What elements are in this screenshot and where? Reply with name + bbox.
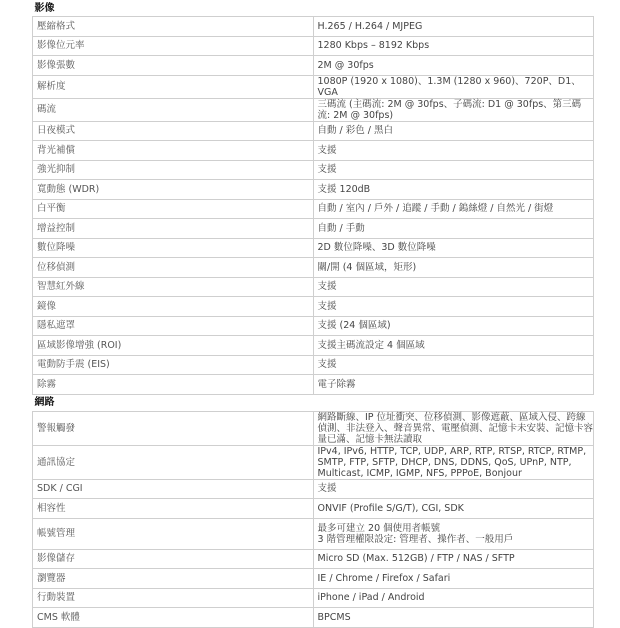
spec-table	[32, 0, 594, 628]
spec-value-cell	[313, 56, 594, 76]
spec-row	[33, 56, 594, 76]
spec-row	[33, 355, 594, 375]
spec-value: 支援主碼流設定 4 個區域	[317, 339, 425, 351]
spec-value-cell	[313, 316, 594, 336]
spec-value-cell	[313, 219, 594, 239]
spec-row	[33, 75, 594, 98]
spec-value: 關/開 (4 個區域，矩形)	[317, 261, 417, 273]
spec-row	[33, 219, 594, 239]
spec-label: 通訊協定	[33, 445, 314, 479]
spec-label: 強光抑制	[33, 160, 314, 180]
spec-value: 支援 (24 個區域)	[317, 320, 391, 332]
spec-value: 自動 / 室內 / 戶外 / 追蹤 / 手動 / 鎢絲燈 / 自然光 / 街燈	[317, 203, 554, 215]
spec-value-cell	[313, 499, 594, 519]
spec-value-cell	[313, 238, 594, 258]
section-title: 網路	[33, 394, 594, 411]
spec-row	[33, 549, 594, 569]
spec-label: 寬動態 (WDR)	[33, 180, 314, 200]
spec-label: 數位降噪	[33, 238, 314, 258]
spec-label: 白平衡	[33, 199, 314, 219]
spec-value: 支援 120dB	[317, 183, 371, 195]
spec-row	[33, 588, 594, 608]
spec-label: 鏡像	[33, 297, 314, 317]
spec-value: 支援	[317, 483, 337, 495]
spec-label: 影像儲存	[33, 549, 314, 569]
spec-value: iPhone / iPad / Android	[317, 592, 425, 604]
spec-label: 日夜模式	[33, 121, 314, 141]
spec-label: 帳號管理	[33, 518, 314, 549]
spec-value: 支援	[317, 164, 337, 176]
spec-value-cell	[313, 411, 594, 445]
spec-value: Micro SD (Max. 512GB) / FTP / NAS / SFTP	[317, 553, 515, 565]
spec-row	[33, 141, 594, 161]
spec-row	[33, 608, 594, 628]
spec-value: 1080P (1920 x 1080)、1.3M (1280 x 960)、720P、D1、VGA	[317, 75, 581, 98]
spec-value: 支援	[317, 300, 337, 312]
spec-value-cell	[313, 258, 594, 278]
spec-value: ONVIF (Profile S/G/T), CGI, SDK	[317, 502, 464, 514]
spec-value: 自動 / 彩色 / 黑白	[317, 125, 393, 137]
spec-label: 壓縮格式	[33, 17, 314, 37]
spec-value: 1280 Kbps – 8192 Kbps	[317, 40, 430, 52]
spec-row	[33, 277, 594, 297]
spec-row	[33, 316, 594, 336]
spec-label: 影像位元率	[33, 36, 314, 56]
spec-row	[33, 258, 594, 278]
spec-label: 瀏覽器	[33, 569, 314, 589]
spec-row	[33, 121, 594, 141]
spec-table-body	[33, 0, 594, 627]
spec-value: 2D 數位降噪、3D 數位降噪	[317, 242, 436, 254]
spec-label: 區域影像增強 (ROI)	[33, 336, 314, 356]
spec-value-cell	[313, 36, 594, 56]
spec-label: CMS 軟體	[33, 608, 314, 628]
spec-row	[33, 479, 594, 499]
spec-row	[33, 411, 594, 445]
spec-value-cell	[313, 277, 594, 297]
spec-row	[33, 36, 594, 56]
spec-row	[33, 445, 594, 479]
spec-value: 支援	[317, 359, 337, 371]
spec-row	[33, 336, 594, 356]
spec-label: 背光補償	[33, 141, 314, 161]
spec-label: 電動防手震 (EIS)	[33, 355, 314, 375]
spec-row	[33, 518, 594, 549]
spec-label: 增益控制	[33, 219, 314, 239]
spec-value: 電子除霧	[317, 378, 356, 390]
spec-value-cell	[313, 180, 594, 200]
spec-value: 支援	[317, 281, 337, 293]
spec-value-cell	[313, 569, 594, 589]
spec-value: IE / Chrome / Firefox / Safari	[317, 572, 451, 584]
spec-value: 網路斷線、IP 位址衝突、位移偵測、影像遮蔽、區域入侵、跨線偵測、非法登入、聲音異常、電壓偵測、記憶卡未安裝、記憶卡容量已滿、記憶卡無法讀取	[317, 411, 594, 445]
section-title: 影像	[33, 0, 594, 17]
spec-value: 2M @ 30fps	[317, 59, 374, 71]
spec-value-cell	[313, 336, 594, 356]
spec-label: 解析度	[33, 75, 314, 98]
spec-value-cell	[313, 297, 594, 317]
spec-row	[33, 238, 594, 258]
spec-label: SDK / CGI	[33, 479, 314, 499]
spec-row	[33, 180, 594, 200]
spec-label: 智慧紅外線	[33, 277, 314, 297]
spec-value-cell	[313, 588, 594, 608]
spec-row	[33, 375, 594, 395]
spec-value: IPv4, IPv6, HTTP, TCP, UDP, ARP, RTP, RTSP, RTCP, RTMP, SMTP, FTP, SFTP, DHCP, DNS, DDNS, QoS, UPnP, NTP, Multicast, ICMP, IGMP, NFS, PPPoE, Bonjour	[317, 445, 587, 479]
spec-label: 位移偵測	[33, 258, 314, 278]
spec-row	[33, 17, 594, 37]
spec-value: BPCMS	[317, 611, 351, 623]
spec-value-cell	[313, 479, 594, 499]
spec-row	[33, 499, 594, 519]
spec-value-cell	[313, 375, 594, 395]
spec-label: 行動裝置	[33, 588, 314, 608]
spec-row	[33, 98, 594, 121]
spec-label: 碼流	[33, 98, 314, 121]
spec-value-cell	[313, 75, 594, 98]
spec-value: 三碼流 (主碼流: 2M @ 30fps、子碼流: D1 @ 30fps、第三碼流: 2M @ 30fps)	[317, 98, 582, 121]
spec-value-cell	[313, 141, 594, 161]
spec-value-cell	[313, 355, 594, 375]
spec-value-cell	[313, 199, 594, 219]
spec-row	[33, 297, 594, 317]
spec-value-cell	[313, 608, 594, 628]
spec-value: H.265 / H.264 / MJPEG	[317, 20, 423, 32]
spec-value-cell	[313, 549, 594, 569]
spec-row	[33, 199, 594, 219]
spec-label: 影像張數	[33, 56, 314, 76]
section-header-row	[33, 0, 594, 17]
spec-label: 除霧	[33, 375, 314, 395]
spec-value-cell	[313, 98, 594, 121]
spec-label: 警報觸發	[33, 411, 314, 445]
spec-value-cell	[313, 518, 594, 549]
spec-value-cell	[313, 160, 594, 180]
spec-row	[33, 569, 594, 589]
section-header-row	[33, 394, 594, 411]
spec-row	[33, 160, 594, 180]
spec-value-cell	[313, 17, 594, 37]
spec-value: 自動 / 手動	[317, 222, 365, 234]
spec-value-cell	[313, 121, 594, 141]
spec-value: 支援	[317, 144, 337, 156]
spec-label: 相容性	[33, 499, 314, 519]
spec-label: 隱私遮罩	[33, 316, 314, 336]
spec-value: 最多可建立 20 個使用者帳號 3 階管理權限設定: 管理者、操作者、一般用戶	[317, 522, 514, 545]
spec-value-cell	[313, 445, 594, 479]
